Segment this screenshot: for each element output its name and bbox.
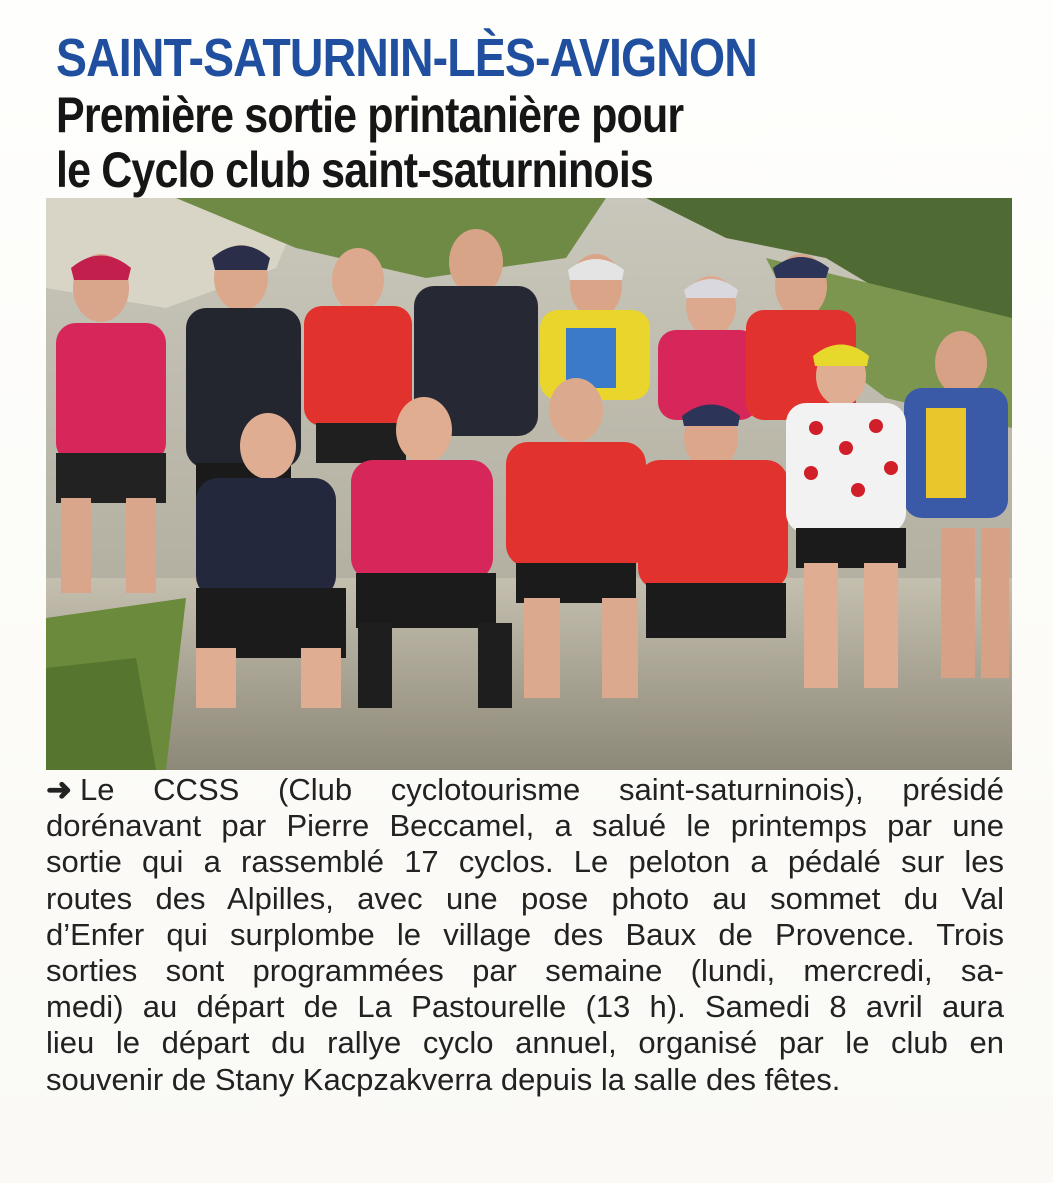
article-headline [56, 88, 830, 198]
article-kicker: SAINT-SATURNIN-LÈS-AVIGNON [56, 28, 757, 88]
body-line-9: souvenir de Stany Kacpzakverra depuis la salle des fêtes. [46, 1061, 841, 1097]
arrow-right-icon: ➜ [46, 772, 72, 807]
body-line-1-text: Le CCSS (Club cyclotourisme saint-saturninois), présidé [79, 772, 1004, 807]
body-line-4: routes des Alpilles, avec une pose photo au sommet du Val [46, 880, 1004, 916]
body-line-7: medi) au départ de La Pastourelle (13 h). Samedi 8 avril aura [46, 989, 1004, 1025]
headline-line-1: Première sortie printanière pour [56, 87, 684, 143]
body-line-6: sorties sont programmées par semaine (lundi, mercredi, sa- [46, 952, 1004, 988]
group-photo [46, 198, 1012, 770]
body-line-8: lieu le départ du rallye cyclo annuel, organisé par le club en [46, 1025, 1004, 1061]
body-line-5: d’Enfer qui surplombe le village des Baux de Provence. Trois [46, 916, 1004, 952]
body-line-1 [46, 772, 1004, 808]
body-line-3: sortie qui a rassemblé 17 cyclos. Le peloton a pédalé sur les [46, 844, 1004, 880]
article-body [46, 772, 1004, 1098]
headline-line-2: le Cyclo club saint-saturninois [56, 142, 653, 198]
body-line-2: dorénavant par Pierre Beccamel, a salué le printemps par une [46, 808, 1004, 844]
